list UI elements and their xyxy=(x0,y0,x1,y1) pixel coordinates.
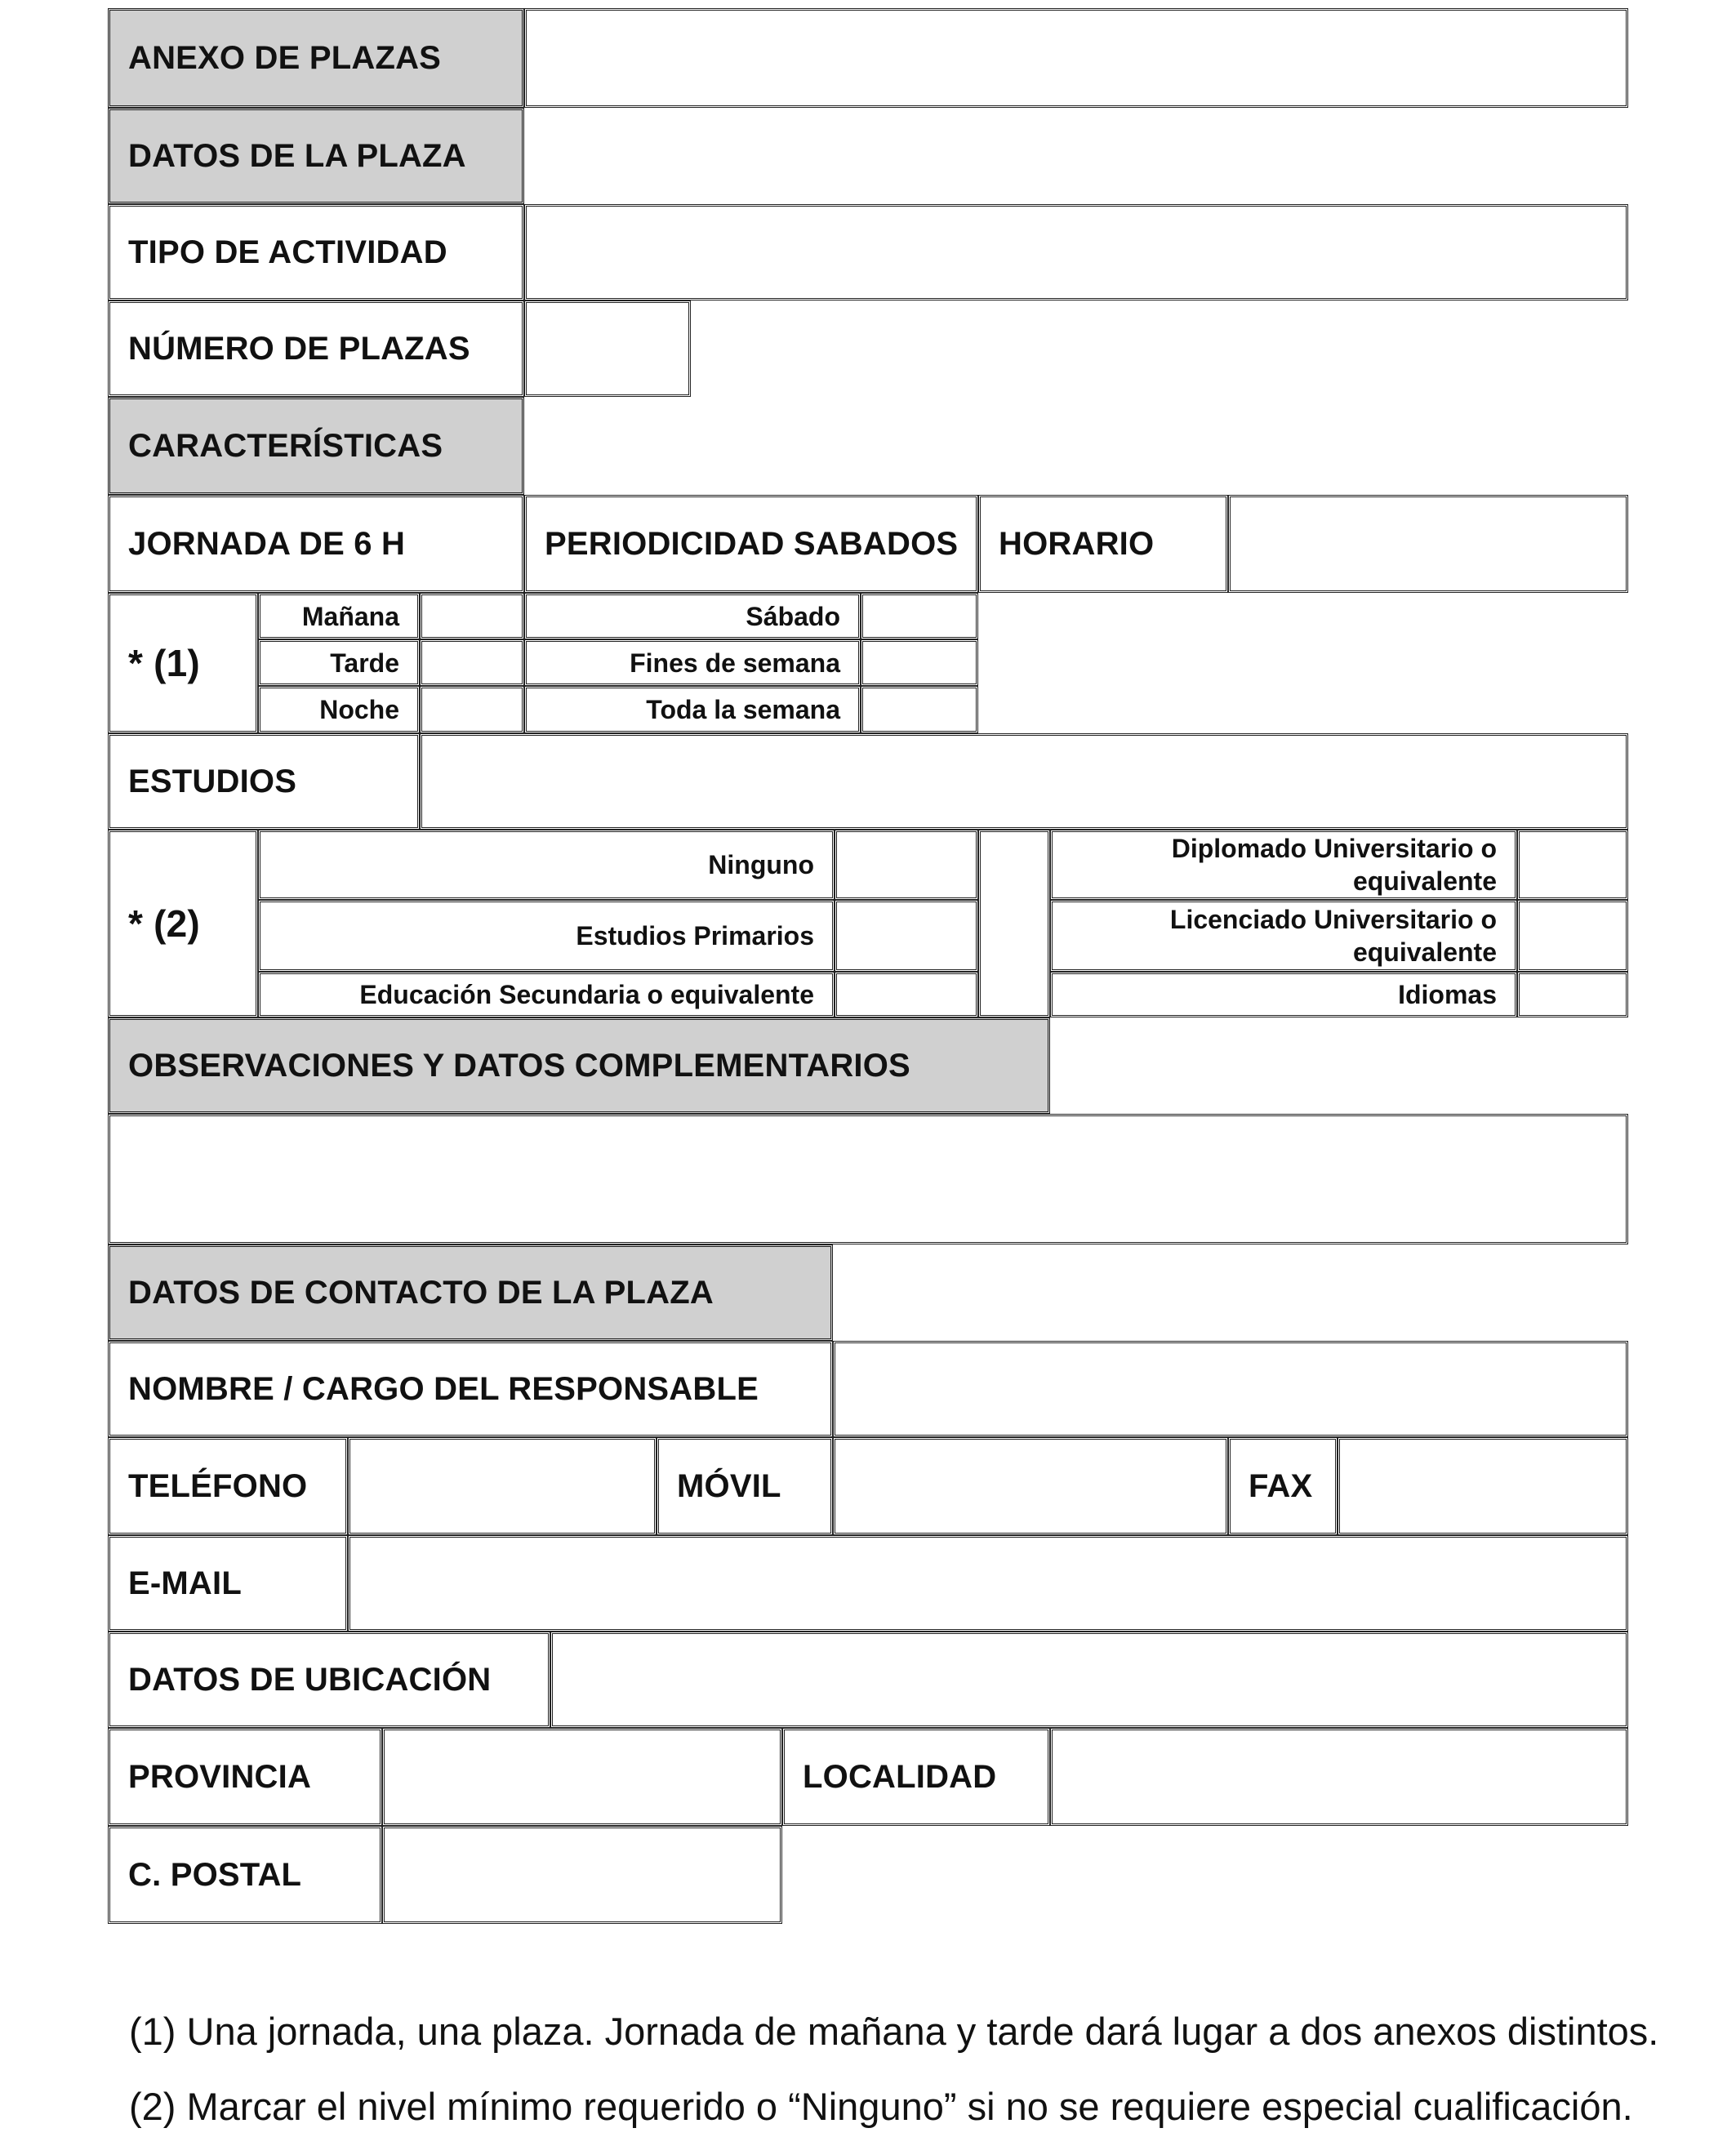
caracteristicas-header: CARACTERÍSTICAS xyxy=(108,397,524,495)
localidad-field[interactable] xyxy=(1050,1728,1628,1826)
licenciado-label: Licenciado Universitario o equivalente xyxy=(1050,900,1517,972)
periodicidad-label: PERIODICIDAD SABADOS xyxy=(524,495,978,593)
movil-field[interactable] xyxy=(833,1437,1228,1535)
email-label: E-MAIL xyxy=(108,1535,348,1632)
contacto-header: DATOS DE CONTACTO DE LA PLAZA xyxy=(108,1244,833,1341)
ref2-label: * (2) xyxy=(108,830,258,1017)
movil-label: MÓVIL xyxy=(657,1437,833,1535)
jornada-label: JORNADA DE 6 H xyxy=(108,495,524,593)
noche-checkbox[interactable] xyxy=(420,686,524,733)
secundaria-checkbox[interactable] xyxy=(835,972,978,1017)
toda-semana-label: Toda la semana xyxy=(524,686,861,733)
toda-semana-checkbox[interactable] xyxy=(861,686,978,733)
numero-plazas-field[interactable] xyxy=(524,301,691,397)
tarde-checkbox[interactable] xyxy=(420,639,524,686)
observaciones-field[interactable] xyxy=(108,1114,1628,1244)
diplomado-label: Diplomado Universitario o equivalente xyxy=(1050,830,1517,900)
footnote-2: (2) Marcar el nivel mínimo requerido o “Ninguno” si no se requiere especial cualificación. xyxy=(129,2085,1633,2128)
cpostal-field[interactable] xyxy=(382,1826,782,1924)
sabado-checkbox[interactable] xyxy=(861,593,978,639)
idiomas-label: Idiomas xyxy=(1050,972,1517,1017)
provincia-field[interactable] xyxy=(382,1728,782,1826)
tipo-actividad-label: TIPO DE ACTIVIDAD xyxy=(108,204,524,301)
footnote-1: (1) Una jornada, una plaza. Jornada de mañana y tarde dará lugar a dos anexos distintos. xyxy=(129,2010,1659,2053)
ninguno-label: Ninguno xyxy=(258,830,835,900)
primarios-label: Estudios Primarios xyxy=(258,900,835,972)
sabado-label: Sábado xyxy=(524,593,861,639)
ubicacion-field[interactable] xyxy=(550,1632,1628,1728)
fines-semana-label: Fines de semana xyxy=(524,639,861,686)
estudios-label: ESTUDIOS xyxy=(108,733,420,830)
responsable-field[interactable] xyxy=(833,1341,1628,1437)
telefono-label: TELÉFONO xyxy=(108,1437,348,1535)
anexo-plazas-field[interactable] xyxy=(524,8,1628,108)
estudios-field[interactable] xyxy=(420,733,1628,830)
manana-label: Mañana xyxy=(258,593,420,639)
licenciado-checkbox[interactable] xyxy=(1517,900,1628,972)
cpostal-label: C. POSTAL xyxy=(108,1826,382,1924)
horario-label: HORARIO xyxy=(978,495,1228,593)
localidad-label: LOCALIDAD xyxy=(782,1728,1050,1826)
provincia-label: PROVINCIA xyxy=(108,1728,382,1826)
ref1-label: * (1) xyxy=(108,593,258,733)
fax-label: FAX xyxy=(1228,1437,1338,1535)
observaciones-header: OBSERVACIONES Y DATOS COMPLEMENTARIOS xyxy=(108,1017,1050,1114)
manana-checkbox[interactable] xyxy=(420,593,524,639)
horario-field[interactable] xyxy=(1228,495,1628,593)
tipo-actividad-field[interactable] xyxy=(524,204,1628,301)
telefono-field[interactable] xyxy=(348,1437,657,1535)
secundaria-label: Educación Secundaria o equivalente xyxy=(258,972,835,1017)
primarios-checkbox[interactable] xyxy=(835,900,978,972)
fax-field[interactable] xyxy=(1338,1437,1628,1535)
idiomas-checkbox[interactable] xyxy=(1517,972,1628,1017)
fines-semana-checkbox[interactable] xyxy=(861,639,978,686)
spacer-cell xyxy=(978,830,1050,1017)
datos-plaza-header: DATOS DE LA PLAZA xyxy=(108,108,524,204)
responsable-label: NOMBRE / CARGO DEL RESPONSABLE xyxy=(108,1341,833,1437)
email-field[interactable] xyxy=(348,1535,1628,1632)
diplomado-checkbox[interactable] xyxy=(1517,830,1628,900)
ninguno-checkbox[interactable] xyxy=(835,830,978,900)
anexo-plazas-header: ANEXO DE PLAZAS xyxy=(108,8,524,108)
numero-plazas-label: NÚMERO DE PLAZAS xyxy=(108,301,524,397)
ubicacion-label: DATOS DE UBICACIÓN xyxy=(108,1632,550,1728)
tarde-label: Tarde xyxy=(258,639,420,686)
noche-label: Noche xyxy=(258,686,420,733)
